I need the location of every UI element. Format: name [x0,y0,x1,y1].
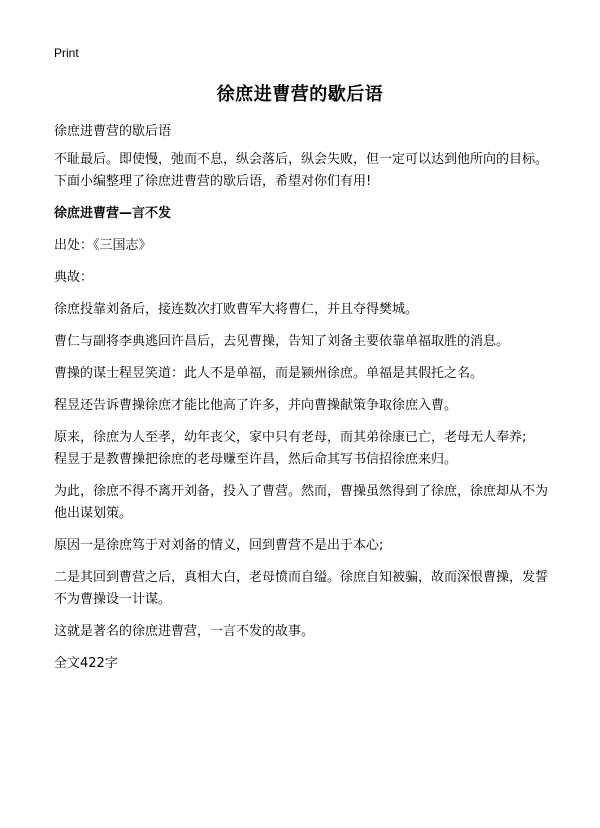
story-paragraph-5: 原来，徐庶为人至孝，幼年丧父，家中只有老母，而其弟徐康已亡，老母无人奉养; [54,430,527,445]
story-paragraph-1: 徐庶投靠刘备后，接连数次打败曹军大将曹仁，并且夺得樊城。 [54,302,419,317]
story-paragraph-2: 曹仁与副将李典逃回许昌后，去见曹操，告知了刘备主要依靠单福取胜的消息。 [54,334,510,349]
story-paragraph-10: 这就是著名的徐庶进曹营，一言不发的故事。 [54,624,315,639]
source-line: 出处：《三国志》 [54,238,152,253]
story-paragraph-8: 原因一是徐庶笃于对刘备的情义，回到曹营不是出于本心; [54,538,384,553]
story-paragraph-6: 程昱于是教曹操把徐庶的老母赚至许昌，然后命其写书信招徐庶来归。 [54,452,458,467]
story-paragraph-9: 二是其回到曹营之后，真相大白，老母愤而自缢。徐庶自知被骗，故而深恨曹操，发誓不为曹操设一计谋。 [54,570,549,607]
page-title: 徐庶进曹营的歇后语 [216,84,384,105]
allusion-label: 典故： [54,270,94,285]
word-count: 全文422字 [54,656,118,671]
article-body [54,149,554,685]
story-paragraph-7: 为此，徐庶不得不离开刘备，投入了曹营。然而，曹操虽然得到了徐庶，徐庶却从不为他出谋划策。 [54,484,549,521]
story-paragraph-3: 曹操的谋士程昱笑道：此人不是单福，而是颍州徐庶。单福是其假托之名。 [54,366,484,381]
story-paragraph-4: 程昱还告诉曹操徐庶才能比他高了许多，并向曹操献策争取徐庶入曹。 [54,398,458,413]
section-heading: 徐庶进曹营—言不发 [54,206,172,221]
print-link[interactable]: Print [54,46,79,60]
intro-paragraph: 不耻最后。即使慢，弛而不息，纵会落后，纵会失败，但一定可以达到他所向的目标。下面小编整理了徐庶进曹营的歇后语，希望对你们有用! [54,152,549,189]
page-subtitle: 徐庶进曹营的歇后语 [54,124,172,139]
